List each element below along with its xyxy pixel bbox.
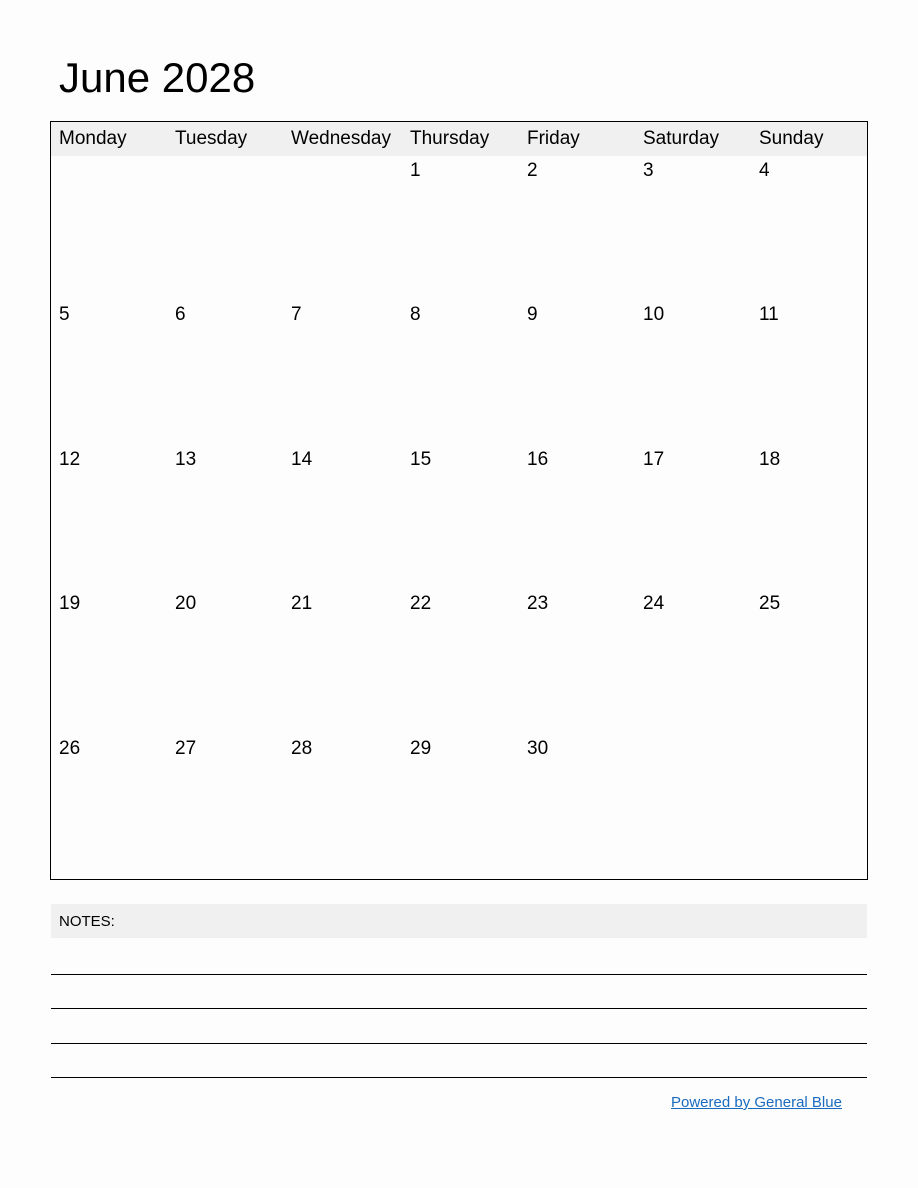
weekday-monday: Monday — [59, 128, 127, 149]
day-cell: 19 — [59, 593, 81, 614]
day-cell: 5 — [59, 304, 70, 325]
weekday-saturday: Saturday — [643, 128, 720, 149]
day-cell: 18 — [759, 449, 781, 470]
notes-line[interactable] — [51, 1008, 867, 1009]
calendar-grid — [50, 121, 868, 880]
day-cell: 11 — [759, 304, 779, 325]
weekday-friday: Friday — [527, 128, 580, 149]
day-cell: 10 — [643, 304, 665, 325]
day-cell: 12 — [59, 449, 81, 470]
day-cell: 22 — [410, 593, 432, 614]
weekday-tuesday: Tuesday — [175, 128, 248, 149]
day-cell: 24 — [643, 593, 665, 614]
notes-line[interactable] — [51, 1043, 867, 1044]
day-cell: 25 — [759, 593, 781, 614]
page-title: June 2028 — [59, 54, 256, 101]
day-cell: 3 — [643, 160, 654, 181]
day-cell: 1 — [410, 160, 421, 181]
day-cell: 16 — [527, 449, 549, 470]
powered-by-link[interactable]: Powered by General Blue — [671, 1094, 842, 1111]
notes-label: NOTES: — [59, 913, 115, 930]
day-cell: 13 — [175, 449, 197, 470]
day-cell: 14 — [291, 449, 313, 470]
weekday-sunday: Sunday — [759, 128, 824, 149]
day-cell: 26 — [59, 738, 81, 759]
day-cell: 15 — [410, 449, 432, 470]
day-cell: 6 — [175, 304, 186, 325]
day-cell: 27 — [175, 738, 197, 759]
day-cell: 28 — [291, 738, 313, 759]
day-cell: 23 — [527, 593, 549, 614]
day-cell: 2 — [527, 160, 538, 181]
notes-header — [51, 904, 867, 938]
weekday-thursday: Thursday — [410, 128, 490, 149]
day-cell: 8 — [410, 304, 421, 325]
day-cell: 4 — [759, 160, 770, 181]
day-cell: 7 — [291, 304, 302, 325]
day-cell: 9 — [527, 304, 538, 325]
day-cell: 21 — [291, 593, 313, 614]
day-cell: 17 — [643, 449, 665, 470]
notes-line[interactable] — [51, 1077, 867, 1078]
weekday-header — [51, 122, 867, 156]
weekday-wednesday: Wednesday — [291, 128, 391, 149]
notes-line[interactable] — [51, 974, 867, 975]
day-cell: 30 — [527, 738, 549, 759]
day-cell: 29 — [410, 738, 432, 759]
day-cell: 20 — [175, 593, 197, 614]
